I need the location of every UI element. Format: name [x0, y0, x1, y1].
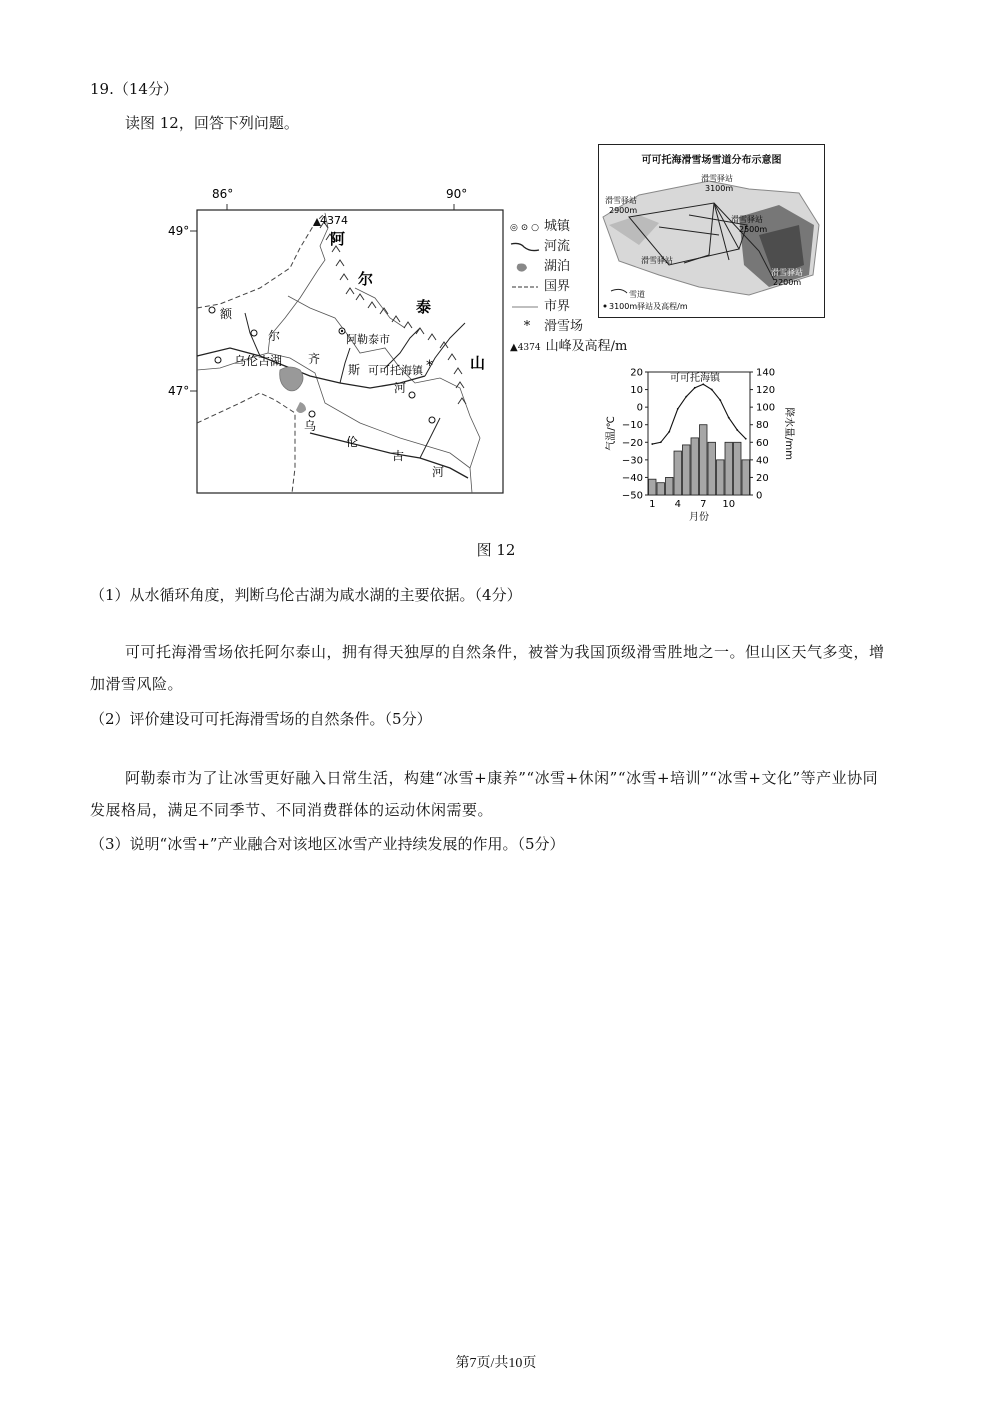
precip-bar — [717, 460, 725, 495]
station-label: 滑雪驿站 — [605, 196, 637, 205]
x-axis-label: 月份 — [689, 512, 709, 523]
legend-item: * 滑雪场 — [510, 317, 625, 337]
station-label: 滑雪驿站 — [701, 174, 733, 183]
ski-resort-inset — [598, 144, 825, 318]
temperature-point — [711, 389, 713, 391]
left-tick-label: −20 — [621, 437, 643, 449]
station-label: 滑雪驿站 — [771, 268, 803, 277]
lon-label-86: 86° — [212, 187, 234, 201]
question-header — [90, 78, 178, 100]
left-tick-label: −50 — [621, 490, 643, 502]
left-axis-label: 气温/℃ — [606, 416, 617, 451]
legend-item: ◎ ⊙ ○ 城镇 — [510, 217, 625, 237]
ski-resort-icon: * — [523, 319, 531, 334]
question-3: （3）说明“冰雪+”产业融合对该地区冰雪产业持续发展的作用。（5分） — [90, 835, 565, 853]
station-legend: 3100m驿站及高程/m — [609, 302, 688, 311]
x-tick-label: 7 — [700, 499, 707, 510]
x-tick-label: 4 — [674, 499, 681, 510]
left-tick-label: −40 — [621, 472, 643, 484]
precip-bar — [649, 479, 657, 495]
river-label: 河 — [432, 465, 445, 479]
legend-item: 河流 — [510, 237, 625, 257]
precip-bar — [725, 442, 733, 495]
precip-bar — [657, 483, 665, 495]
temperature-point — [728, 417, 730, 419]
station-icon — [604, 305, 607, 308]
city-label: 阿勒泰市 — [346, 333, 390, 346]
national-border-icon — [510, 281, 540, 293]
right-tick-label: 120 — [756, 385, 776, 397]
precip-bar — [691, 438, 699, 495]
paragraph-ski-resort: 可可托海滑雪场依托阿尔泰山，拥有得天独厚的自然条件，被誉为我国顶级滑雪胜地之一。但山区天气多变，增加滑雪风险。 — [90, 643, 885, 693]
trail-icon — [611, 289, 627, 293]
peak-icon: ▲ — [510, 342, 518, 353]
mountain-char: 泰 — [416, 298, 432, 316]
river-label: 齐 — [308, 352, 321, 366]
figure-caption: 图 12 — [476, 541, 516, 559]
right-tick-label: 60 — [756, 437, 769, 449]
town-label: 可可托海镇 — [368, 364, 423, 377]
question-1: （1）从水循环角度，判断乌伦古湖为咸水湖的主要依据。（4分） — [90, 586, 522, 604]
right-tick-label: 100 — [756, 402, 776, 414]
page-footer: 第7页/共10页 — [455, 1356, 537, 1371]
chart-title: 可可托海镇 — [670, 373, 720, 384]
ski-terrain — [599, 165, 824, 315]
lat-label-49: 49° — [168, 224, 190, 238]
lon-label-90: 90° — [446, 187, 468, 201]
legend-item: 湖泊 — [510, 257, 625, 277]
station-elev: 2200m — [773, 278, 802, 287]
temperature-point — [660, 441, 662, 443]
station-label: 滑雪驿站 — [641, 256, 673, 265]
x-tick-label: 1 — [649, 499, 656, 510]
mountain-char: 阿 — [330, 230, 346, 248]
station-elev: 2500m — [739, 225, 768, 234]
river-label: 额 — [220, 307, 233, 321]
left-tick-label: −30 — [621, 455, 643, 467]
river-label: 斯 — [348, 363, 361, 377]
legend-item: ▲4374 山峰及高程/m — [510, 339, 628, 354]
river-label: 尔 — [268, 329, 281, 343]
river-label: 伦 — [346, 435, 359, 449]
temperature-point — [745, 438, 747, 440]
city-border-icon — [510, 301, 540, 313]
river-label: 古 — [392, 449, 405, 463]
right-tick-label: 140 — [756, 367, 776, 379]
peak-elevation: 4374 — [320, 214, 348, 227]
precip-bar — [742, 460, 750, 495]
temperature-point — [651, 443, 653, 445]
station-elev: 3100m — [705, 184, 734, 193]
trail-legend: 雪道 — [629, 290, 645, 299]
question-instruction: 读图 12，回答下列问题。 — [125, 114, 299, 132]
station-elev: 2900m — [609, 206, 638, 215]
left-tick-label: 10 — [630, 385, 643, 397]
right-tick-label: 20 — [756, 472, 769, 484]
right-tick-label: 40 — [756, 455, 769, 467]
ski-resort-icon: * — [426, 358, 433, 374]
station-label: 滑雪驿站 — [731, 215, 763, 224]
right-axis-label: 降水量/mm — [783, 407, 794, 460]
right-tick-label: 0 — [756, 490, 763, 502]
temperature-point — [694, 387, 696, 389]
river-label: 河 — [394, 381, 407, 395]
temperature-line — [652, 384, 746, 444]
precip-bar — [708, 442, 716, 495]
question-2: （2）评价建设可可托海滑雪场的自然条件。（5分） — [90, 710, 432, 728]
x-tick-label: 10 — [722, 499, 736, 510]
lake-symbol-icon — [510, 261, 540, 273]
left-tick-label: 20 — [630, 367, 643, 379]
temperature-point — [719, 399, 721, 401]
legend-item: 市界 — [510, 297, 625, 317]
mountain-char: 尔 — [358, 270, 374, 288]
precip-bar — [666, 477, 674, 495]
river-symbol-icon — [510, 241, 540, 253]
temperature-point — [677, 408, 679, 410]
legend-item: 国界 — [510, 277, 625, 297]
question-score: （14分） — [113, 80, 178, 98]
mountain-char: 山 — [470, 354, 486, 372]
inset-title: 可可托海滑雪场雪道分布示意图 — [641, 155, 782, 166]
town-symbol-icon: ◎ ⊙ ○ — [510, 223, 539, 233]
lat-label-47: 47° — [168, 384, 190, 398]
left-tick-label: 0 — [636, 402, 643, 414]
temperature-point — [685, 396, 687, 398]
question-number: 19. — [90, 80, 114, 98]
lake-label: 乌伦古湖 — [234, 354, 283, 368]
right-tick-label: 80 — [756, 420, 769, 432]
precip-bar — [674, 451, 682, 495]
temperature-point — [668, 431, 670, 433]
precip-bar — [683, 445, 691, 495]
river-label: 乌 — [304, 419, 317, 433]
climate-chart — [600, 362, 794, 527]
temperature-point — [736, 429, 738, 431]
left-tick-label: −10 — [621, 420, 643, 432]
paragraph-ice-snow: 阿勒泰市为了让冰雪更好融入日常生活，构建“冰雪+康养”“冰雪+休闲”“冰雪+培训”“冰雪+文化”等产业协同发展格局，满足不同季节、不同消费群体的运动休闲需要。 — [90, 769, 879, 819]
precip-bar — [734, 442, 742, 495]
precip-bar — [700, 425, 708, 495]
